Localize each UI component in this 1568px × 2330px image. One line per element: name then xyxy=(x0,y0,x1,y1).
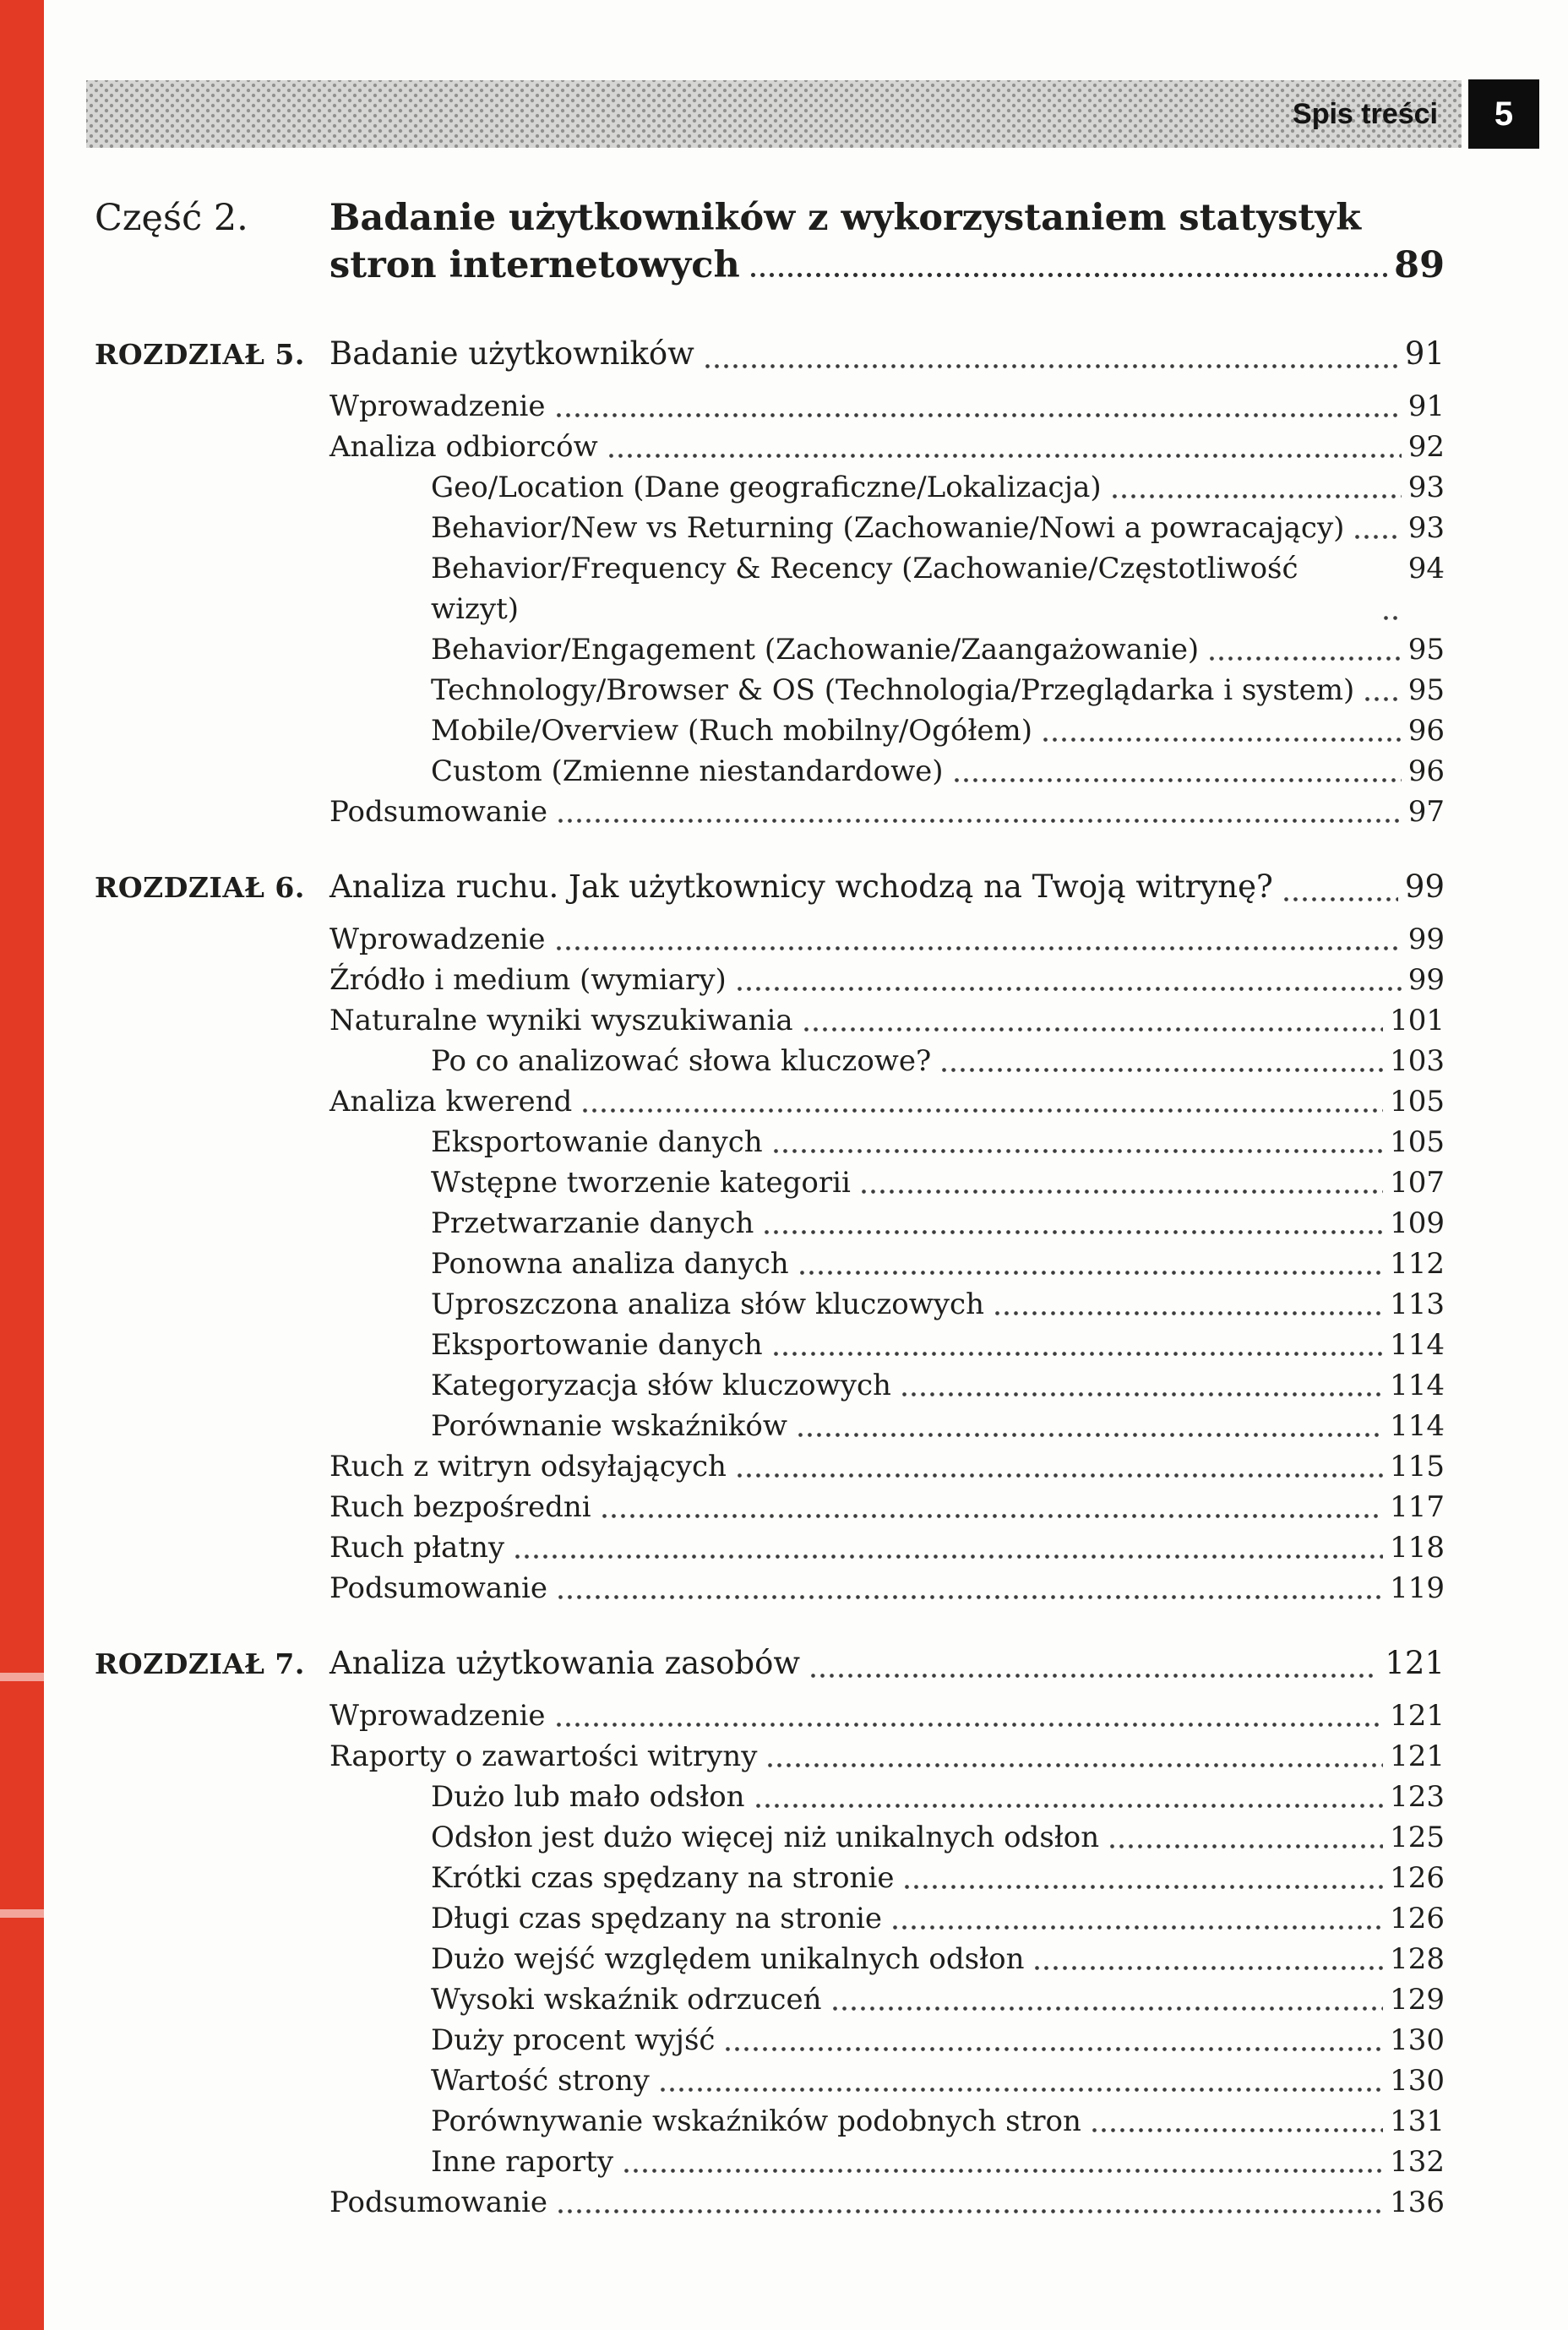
entry-page-number: 129 xyxy=(1390,1983,1445,2017)
entry-page-number: 117 xyxy=(1390,1490,1445,1524)
toc-entry xyxy=(329,919,1445,960)
entry-page-number: 121 xyxy=(1390,1739,1445,1773)
chapter-heading xyxy=(95,864,1445,911)
entry-page-number: 132 xyxy=(1390,2145,1445,2179)
entry-title: Kategoryzacja słów kluczowych xyxy=(431,1369,891,1402)
dot-leader xyxy=(1207,656,1402,661)
toc-entry xyxy=(431,1939,1445,1979)
dot-leader xyxy=(749,272,1387,278)
entry-page-number: 97 xyxy=(1407,795,1445,829)
entry-title: Mobile/Overview (Ruch mobilny/Ogółem) xyxy=(431,714,1032,748)
dot-leader xyxy=(1381,615,1402,621)
page-number: 5 xyxy=(1494,95,1514,133)
entry-title: Behavior/New vs Returning (Zachowanie/Nowi a powracający) xyxy=(431,511,1345,545)
chapter-title: Badanie użytkowników xyxy=(329,335,694,372)
entry-page-number: 101 xyxy=(1390,1004,1445,1037)
dot-leader xyxy=(765,1762,1383,1768)
dot-leader xyxy=(900,1391,1383,1397)
dot-leader xyxy=(952,777,1402,783)
entry-page-number: 103 xyxy=(1390,1044,1445,1078)
toc-entry xyxy=(431,1284,1445,1325)
toc-entry xyxy=(431,1898,1445,1939)
toc-entry xyxy=(329,1527,1445,1568)
chapter-title: Analiza użytkowania zasobów xyxy=(329,1645,801,1681)
entry-page-number: 96 xyxy=(1407,754,1445,788)
entry-page-number: 93 xyxy=(1407,471,1445,504)
entry-page-number: 119 xyxy=(1390,1571,1445,1605)
chapter-entries xyxy=(95,386,1445,832)
part-page-number: 89 xyxy=(1394,244,1445,286)
entry-page-number: 94 xyxy=(1407,552,1445,585)
chapter-heading xyxy=(95,1641,1445,1687)
dot-leader xyxy=(798,1270,1383,1276)
part-title-block xyxy=(329,194,1445,289)
dot-leader xyxy=(993,1310,1383,1316)
entry-title: Ruch płatny xyxy=(329,1531,505,1565)
entry-title: Behavior/Frequency & Recency (Zachowanie/Częstotliwość wizyt) xyxy=(431,552,1298,626)
page-edge-stripe xyxy=(0,0,44,2330)
entry-title: Podsumowanie xyxy=(329,1571,548,1605)
toc-entry xyxy=(329,792,1445,832)
part-title-row xyxy=(329,242,1445,289)
dot-leader xyxy=(1108,1843,1383,1849)
entry-title: Dużo wejść względem unikalnych odsłon xyxy=(431,1942,1025,1976)
chapter-entries xyxy=(95,1696,1445,2223)
dot-leader xyxy=(554,945,1402,951)
entry-page-number: 95 xyxy=(1407,633,1445,667)
dot-leader xyxy=(1110,493,1402,499)
dot-leader xyxy=(808,1673,1378,1679)
entry-title: Ruch z witryn odsyłających xyxy=(329,1450,727,1483)
toc-entry xyxy=(329,960,1445,1000)
entry-page-number: 96 xyxy=(1407,714,1445,748)
chapter-page-number: 99 xyxy=(1404,868,1445,905)
entry-title: Podsumowanie xyxy=(329,2186,548,2219)
toc-entry xyxy=(431,1817,1445,1858)
entry-title: Krótki czas spędzany na stronie xyxy=(431,1861,895,1895)
entry-page-number: 91 xyxy=(1407,389,1445,423)
toc-entry xyxy=(431,2061,1445,2101)
entry-page-number: 95 xyxy=(1407,673,1445,707)
entry-title: Źródło i medium (wymiary) xyxy=(329,963,727,997)
header-band xyxy=(86,80,1462,148)
toc-entry xyxy=(431,1858,1445,1898)
dot-leader xyxy=(762,1229,1383,1235)
toc-entry xyxy=(431,1244,1445,1284)
entry-title: Wartość strony xyxy=(431,2064,650,2098)
toc-entry xyxy=(431,2020,1445,2061)
entry-title: Ruch bezpośredni xyxy=(329,1490,591,1524)
toc-chapter xyxy=(95,331,1445,832)
entry-title: Wprowadzenie xyxy=(329,389,546,423)
chapter-label: ROZDZIAŁ 7. xyxy=(95,1647,305,1680)
entry-page-number: 114 xyxy=(1390,1369,1445,1402)
dot-leader xyxy=(735,1473,1383,1478)
dot-leader xyxy=(703,363,1398,369)
toc-entry xyxy=(329,1487,1445,1527)
entry-page-number: 130 xyxy=(1390,2064,1445,2098)
toc-entry xyxy=(329,1736,1445,1777)
chapter-entries xyxy=(95,919,1445,1609)
dot-leader xyxy=(607,453,1402,459)
scan-notch xyxy=(0,1909,44,1918)
entry-page-number: 112 xyxy=(1390,1247,1445,1281)
part-title-line1: Badanie użytkowników z wykorzystaniem statystyk xyxy=(329,197,1362,239)
toc-entry xyxy=(329,1568,1445,1609)
entry-title: Technology/Browser & OS (Technologia/Przeglądarka i system) xyxy=(431,673,1355,707)
dot-leader xyxy=(556,818,1402,824)
toc-entry xyxy=(431,467,1445,508)
dot-leader xyxy=(1353,534,1401,540)
entry-page-number: 93 xyxy=(1407,511,1445,545)
table-of-contents xyxy=(0,149,1568,2223)
toc-entry xyxy=(431,1041,1445,1081)
toc-entry xyxy=(431,1122,1445,1162)
toc-entry xyxy=(431,629,1445,670)
entry-title: Duży procent wyjść xyxy=(431,2023,716,2057)
dot-leader xyxy=(830,2006,1384,2012)
entry-title: Analiza odbiorców xyxy=(329,430,598,464)
chapter-page-number: 91 xyxy=(1404,335,1445,372)
entry-title: Porównywanie wskaźników podobnych stron xyxy=(431,2104,1081,2138)
dot-leader xyxy=(802,1026,1383,1032)
page-header xyxy=(0,0,1568,149)
chapter-label: ROZDZIAŁ 6. xyxy=(95,871,305,904)
dot-leader xyxy=(796,1432,1383,1438)
entry-page-number: 109 xyxy=(1390,1206,1445,1240)
entry-page-number: 131 xyxy=(1390,2104,1445,2138)
part-label: Część 2. xyxy=(95,197,248,239)
entry-title: Ponowna analiza danych xyxy=(431,1247,789,1281)
entry-title: Eksportowanie danych xyxy=(431,1125,763,1159)
dot-leader xyxy=(939,1067,1383,1073)
entry-title: Odsłon jest dużo więcej niż unikalnych odsłon xyxy=(431,1821,1100,1854)
page-title: Spis treści xyxy=(1293,97,1438,130)
toc-entry xyxy=(431,710,1445,751)
entry-title: Wprowadzenie xyxy=(329,923,546,956)
entry-title: Inne raporty xyxy=(431,2145,614,2179)
dot-leader xyxy=(902,1884,1383,1890)
entry-page-number: 105 xyxy=(1390,1085,1445,1119)
entry-title: Custom (Zmienne niestandardowe) xyxy=(431,754,944,788)
toc-entry xyxy=(329,386,1445,427)
page-number-badge xyxy=(1468,79,1539,149)
toc-entry xyxy=(329,1000,1445,1041)
entry-title: Dużo lub mało odsłon xyxy=(431,1780,745,1814)
dot-leader xyxy=(859,1189,1383,1195)
toc-chapter xyxy=(95,864,1445,1609)
entry-page-number: 113 xyxy=(1390,1287,1445,1321)
entry-title: Porównanie wskaźników xyxy=(431,1409,787,1443)
entry-title: Uproszczona analiza słów kluczowych xyxy=(431,1287,984,1321)
entry-page-number: 121 xyxy=(1390,1699,1445,1733)
entry-title: Podsumowanie xyxy=(329,795,548,829)
toc-entry xyxy=(329,1081,1445,1122)
dot-leader xyxy=(600,1513,1383,1519)
dot-leader xyxy=(771,1351,1383,1357)
dot-leader xyxy=(554,1722,1384,1728)
toc-entry xyxy=(431,1979,1445,2020)
dot-leader xyxy=(622,2168,1383,2174)
dot-leader xyxy=(1090,2127,1383,2133)
entry-page-number: 114 xyxy=(1390,1328,1445,1362)
entry-page-number: 130 xyxy=(1390,2023,1445,2057)
toc-entry xyxy=(431,670,1445,710)
entry-page-number: 128 xyxy=(1390,1942,1445,1976)
toc-entry xyxy=(431,548,1445,629)
chapter-page-number: 121 xyxy=(1385,1645,1445,1681)
entry-page-number: 123 xyxy=(1390,1780,1445,1814)
entry-title: Naturalne wyniki wyszukiwania xyxy=(329,1004,793,1037)
dot-leader xyxy=(658,2087,1383,2093)
entry-page-number: 99 xyxy=(1407,963,1445,997)
dot-leader xyxy=(556,2208,1383,2214)
toc-entry xyxy=(329,427,1445,467)
entry-title: Raporty o zawartości witryny xyxy=(329,1739,758,1773)
entry-page-number: 136 xyxy=(1390,2186,1445,2219)
entry-title: Przetwarzanie danych xyxy=(431,1206,754,1240)
dot-leader xyxy=(735,986,1402,992)
dot-leader xyxy=(1032,1965,1383,1971)
toc-entry xyxy=(431,1325,1445,1365)
chapter-title: Analiza ruchu. Jak użytkownicy wchodzą na Twoją witrynę? xyxy=(329,868,1273,905)
dot-leader xyxy=(513,1554,1383,1560)
entry-page-number: 115 xyxy=(1390,1450,1445,1483)
toc-part xyxy=(95,194,1445,289)
dot-leader xyxy=(890,1924,1383,1930)
entry-title: Wysoki wskaźnik odrzuceń xyxy=(431,1983,822,2017)
entry-title: Analiza kwerend xyxy=(329,1085,573,1119)
entry-title: Wprowadzenie xyxy=(329,1699,546,1733)
dot-leader xyxy=(1041,737,1402,743)
toc-entry xyxy=(431,1777,1445,1817)
toc-entry xyxy=(431,1203,1445,1244)
dot-leader xyxy=(754,1803,1384,1809)
entry-title: Behavior/Engagement (Zachowanie/Zaangażowanie) xyxy=(431,633,1200,667)
chapters-container xyxy=(95,331,1445,2223)
entry-page-number: 105 xyxy=(1390,1125,1445,1159)
dot-leader xyxy=(580,1108,1383,1113)
dot-leader xyxy=(1282,896,1398,902)
toc-entry xyxy=(329,1446,1445,1487)
scan-notch xyxy=(0,1673,44,1681)
toc-entry xyxy=(431,1406,1445,1446)
toc-entry xyxy=(431,2101,1445,2142)
entry-page-number: 92 xyxy=(1407,430,1445,464)
part-title-line2: stron internetowych xyxy=(329,244,740,286)
toc-entry xyxy=(431,508,1445,548)
entry-page-number: 125 xyxy=(1390,1821,1445,1854)
dot-leader xyxy=(1363,696,1401,702)
dot-leader xyxy=(556,1594,1383,1600)
toc-entry xyxy=(431,1365,1445,1406)
dot-leader xyxy=(771,1148,1383,1154)
chapter-label: ROZDZIAŁ 5. xyxy=(95,338,305,371)
dot-leader xyxy=(554,412,1402,418)
entry-page-number: 107 xyxy=(1390,1166,1445,1200)
toc-entry xyxy=(329,2182,1445,2223)
toc-entry xyxy=(431,1162,1445,1203)
toc-chapter xyxy=(95,1641,1445,2223)
entry-title: Długi czas spędzany na stronie xyxy=(431,1902,883,1935)
entry-page-number: 99 xyxy=(1407,923,1445,956)
toc-entry xyxy=(431,2142,1445,2182)
toc-entry xyxy=(329,1696,1445,1736)
entry-page-number: 126 xyxy=(1390,1902,1445,1935)
entry-title: Eksportowanie danych xyxy=(431,1328,763,1362)
chapter-heading xyxy=(95,331,1445,378)
toc-entry xyxy=(431,751,1445,792)
entry-title: Geo/Location (Dane geograficzne/Lokalizacja) xyxy=(431,471,1102,504)
entry-page-number: 118 xyxy=(1390,1531,1445,1565)
entry-page-number: 126 xyxy=(1390,1861,1445,1895)
entry-page-number: 114 xyxy=(1390,1409,1445,1443)
entry-title: Po co analizować słowa kluczowe? xyxy=(431,1044,932,1078)
dot-leader xyxy=(723,2046,1383,2052)
entry-title: Wstępne tworzenie kategorii xyxy=(431,1166,851,1200)
